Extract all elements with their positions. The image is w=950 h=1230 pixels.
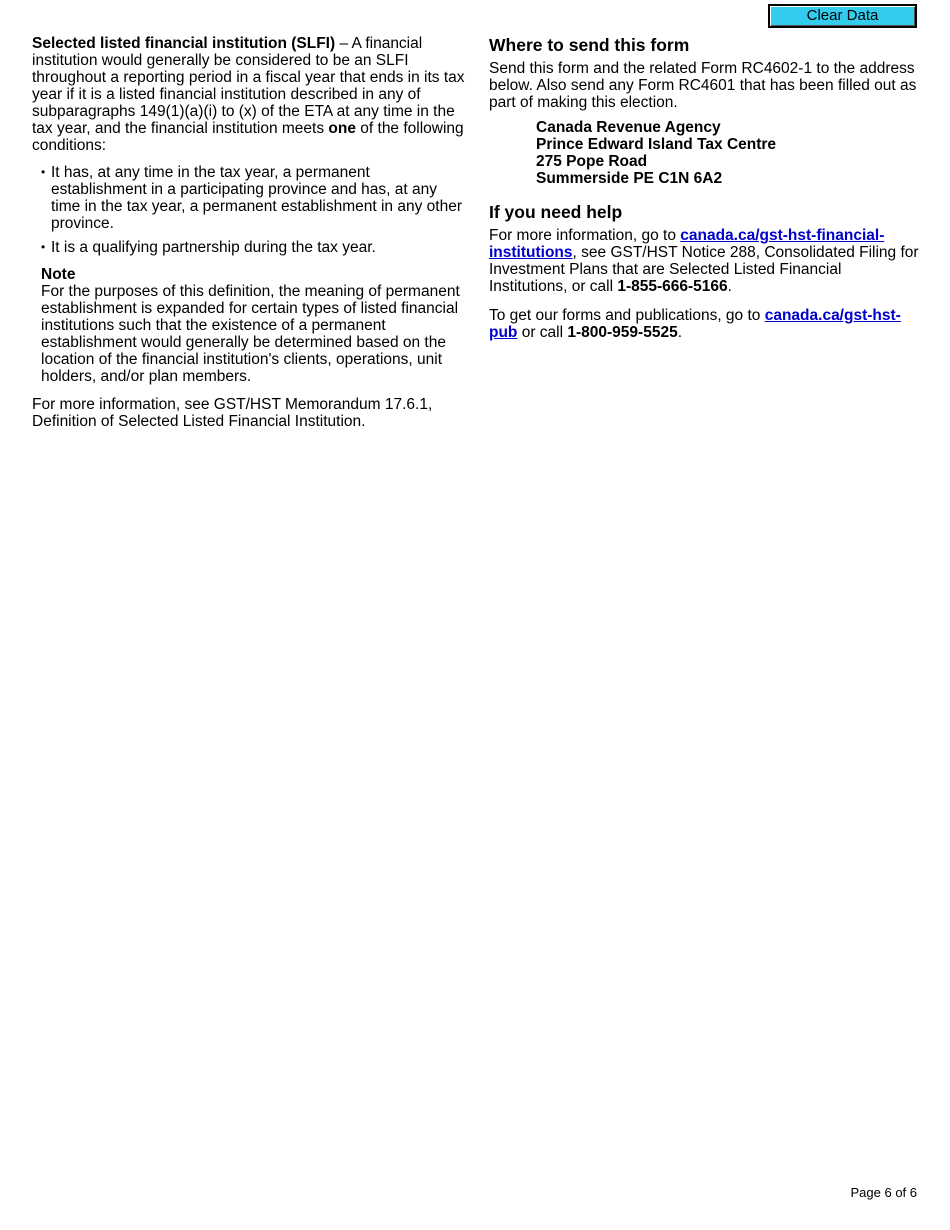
note-title: Note bbox=[41, 266, 76, 283]
financial-institutions-link[interactable]: canada.ca/gst-hst-financial-institutions bbox=[489, 227, 885, 261]
note-text: For the purposes of this definition, the meaning of permanent establishment is expanded for certain types of listed financial institutions such that the existence of a permanent establishment would generally be determined based on the location of the financial institution's clients, operations, unit holders, and/or plan members. bbox=[41, 283, 460, 385]
help-text-b: , see GST/HST Notice 288, Consolidated Filing for Investment Plans that are Selected Listed Financial Institutions, or call bbox=[489, 244, 919, 295]
address-line: 275 Pope Road bbox=[536, 153, 648, 170]
pubs-text-b: or call bbox=[517, 324, 568, 341]
address-line: Prince Edward Island Tax Centre bbox=[536, 136, 777, 153]
help-heading: If you need help bbox=[489, 202, 623, 222]
pubs-phone: 1-800-959-5525 bbox=[567, 324, 678, 341]
page-number: Page 6 of 6 bbox=[850, 1185, 917, 1200]
note-section bbox=[41, 266, 467, 385]
publications-link[interactable]: canada.ca/gst-hst-pub bbox=[489, 307, 901, 341]
list-item bbox=[32, 164, 467, 232]
bullet-icon: • bbox=[41, 240, 46, 254]
address-line: Canada Revenue Agency bbox=[536, 119, 721, 136]
more-info-text: For more information, see GST/HST Memorandum 17.6.1, Definition of Selected Listed Financial Institution. bbox=[32, 396, 433, 430]
send-text: Send this form and the related Form RC4602-1 to the address below. Also send any Form RC4601 that has been filled out as part of making this election. bbox=[489, 60, 917, 111]
pubs-text-c: . bbox=[677, 324, 682, 341]
help-text bbox=[489, 227, 921, 295]
conditions-list bbox=[32, 164, 467, 256]
slfi-text-a: – A financial institution would generally be considered to be an SLFI throughout a reporting period in a fiscal year that ends in its tax year if it is a listed financial institution described in any of subparagraphs 149(1)(a)(i) to (x) of the ETA at any time in the tax year, and the financial institution meets bbox=[32, 35, 465, 137]
clear-data-button[interactable]: Clear Data bbox=[768, 4, 917, 28]
list-item bbox=[32, 239, 467, 256]
slfi-one: one bbox=[328, 120, 356, 137]
mailing-address bbox=[536, 119, 921, 187]
left-column bbox=[32, 35, 467, 430]
condition-text: It has, at any time in the tax year, a permanent establishment in a participating province and has, at any time in the tax year, a permanent establishment in any other province. bbox=[51, 164, 462, 232]
help-phone: 1-855-666-5166 bbox=[617, 278, 728, 295]
pubs-text-a: To get our forms and publications, go to bbox=[489, 307, 765, 324]
slfi-text-b: of the following conditions: bbox=[32, 120, 464, 154]
bullet-icon: • bbox=[41, 165, 46, 179]
send-heading: Where to send this form bbox=[489, 35, 690, 55]
help-text-c: . bbox=[727, 278, 732, 295]
help-text-a: For more information, go to bbox=[489, 227, 681, 244]
publications-text bbox=[489, 307, 921, 341]
slfi-term: Selected listed financial institution (SLFI) bbox=[32, 35, 336, 52]
right-column bbox=[489, 35, 921, 341]
condition-text: It is a qualifying partnership during the tax year. bbox=[51, 239, 376, 256]
slfi-definition bbox=[32, 35, 467, 154]
address-line: Summerside PE C1N 6A2 bbox=[536, 170, 723, 187]
